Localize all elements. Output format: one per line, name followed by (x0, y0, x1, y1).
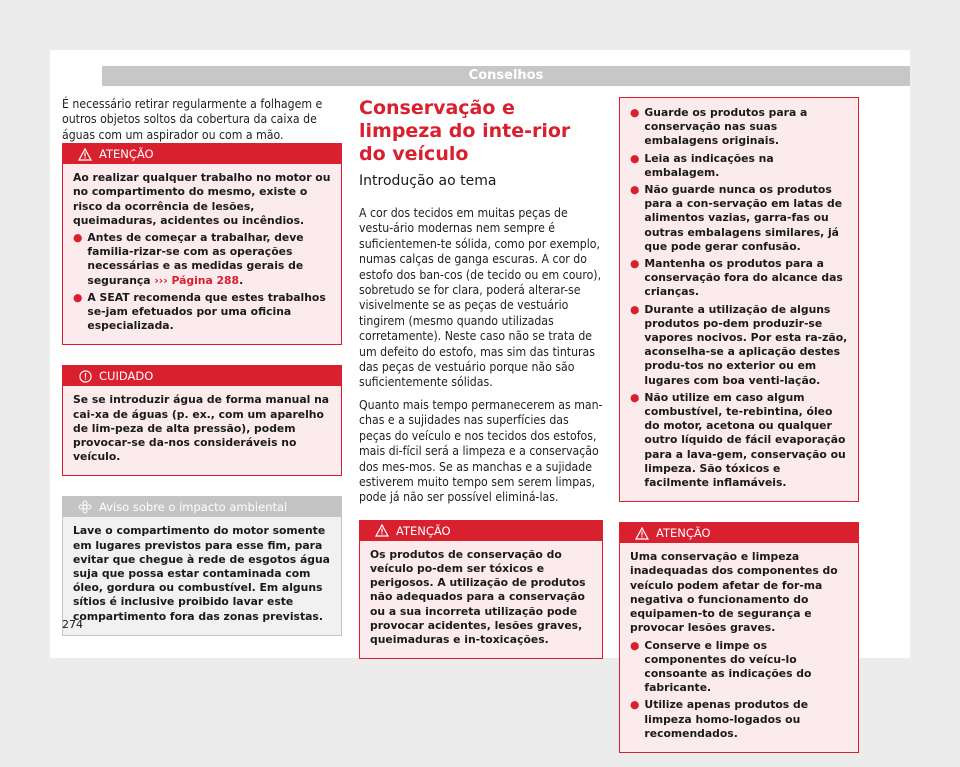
warning-body (360, 541, 602, 658)
warning-triangle-icon (634, 525, 650, 541)
warning-heading: ATENÇÃO (396, 523, 451, 538)
warning-header (620, 523, 858, 543)
caution-heading: CUIDADO (99, 369, 154, 384)
environment-heading: Aviso sobre o impacto ambiental (99, 500, 288, 515)
list-item: ● Leia as indicações na embalagem. (630, 151, 774, 179)
warning-continued-body (620, 98, 858, 501)
environment-flower-icon (77, 499, 93, 515)
caution-box (62, 365, 342, 476)
environment-header (63, 497, 341, 517)
intro-paragraph: É necessário retirar regularmente a folhagem e outros objetos soltos da cobertura da caixa de águas com um aspirador ou com a mão. (62, 97, 323, 142)
caution-body (63, 386, 341, 475)
list-item: ● Não utilize em caso algum combustível, te-rebintina, óleo do motor, acetona ou qualquer outro líquido de fácil evaporação para a lava-gem, conservação ou limpeza. São tóxicos e facilmente inflamáveis. (630, 390, 846, 490)
section-subtitle: Introdução ao tema (359, 173, 497, 189)
caution-text: Se se introduzir água de forma manual na cai-xa de águas (p. ex., com um aparelho de lim-peza de alta pressão), podem provocar-se da-nos consideráveis no veículo. (73, 393, 330, 464)
manual-page (50, 50, 910, 740)
warning-text: Uma conservação e limpeza inadequadas dos componentes do veículo podem afetar de for-ma negativa o funcionamento do equipamen-to de segurança e provocar lesões graves. (630, 550, 838, 635)
warning-text: Os produtos de conservação do veículo po-dem ser tóxicos e perigosos. A utilização de produtos não adequados para a conservação ou a sua incorreta utilização pode provocar acidentes, lesões graves, queimaduras e in-toxicações. (370, 547, 586, 646)
warning-bullet-text: A SEAT recomenda que estes trabalhos se-jam efetuados por uma oficina especializada. (87, 290, 326, 333)
page-header-title: Conselhos (468, 68, 544, 83)
caution-header (63, 366, 341, 386)
warning-bullet: ● Conserve e limpe os componentes do veícu-lo consoante as indicações do fabricante. (630, 638, 812, 695)
page-number: 274 (62, 618, 83, 631)
warning-continued-box (619, 97, 859, 502)
warning-triangle-icon (77, 146, 93, 162)
bullet-end: . (239, 273, 244, 287)
bullet-dot: ● (73, 231, 83, 245)
warning-body (620, 543, 858, 752)
list-item: ● Guarde os produtos para a conservação nas suas embalagens originais. (630, 106, 808, 148)
warning-triangle-icon (374, 523, 390, 539)
warning-bullet-text: Antes de começar a trabalhar, deve familia-rizar-se com as operações necessárias e as medidas gerais de segurança (87, 231, 304, 287)
info-circle-icon (77, 368, 93, 384)
page-reference-link[interactable]: ››› Página 288 (154, 273, 240, 287)
list-item: ● Não guarde nunca os produtos para a con-servação em latas de alimentos vazias, garra-fas ou outras embalagens similares, já que pode gerar confusão. (630, 183, 843, 253)
environment-text: Lave o compartimento do motor somente em lugares previstos para esse fim, para evitar que chegue à rede de esgotos água suja que possa estar contaminada com óleo, gordura ou combustível. Em alguns sítios é inclusive proibido lavar este compartimento fora das zonas previstas. (73, 524, 330, 623)
warning-bullet (73, 291, 331, 334)
warning-bullet: ● Utilize apenas produtos de limpeza homo-logados ou recomendados. (630, 698, 809, 740)
header-bar (102, 66, 910, 86)
list-item: ● Mantenha os produtos para a conservação fora do alcance das crianças. (630, 257, 843, 299)
body-paragraph: Quanto mais tempo permanecerem as man-chas e a sujidades nas superfícies das peças do veículo e nos tecidos dos estofos, mais di-fícil será a limpeza e a conservação dos mes-mos. Se as manchas e a sujidade estiverem muito tempo sem serem limpas, pode já não ser possível eliminá-las. (359, 397, 603, 505)
environment-body (63, 517, 341, 634)
warning-bullet (73, 231, 331, 288)
right-column (619, 97, 859, 767)
warning-box-products (359, 520, 603, 659)
middle-column (359, 97, 603, 673)
warning-header (360, 521, 602, 541)
list-item: ● Durante a utilização de alguns produtos po-dem produzir-se vapores nocivos. Por esta ra-zão, aconselha-se a aplicação destes produ-tos no exterior ou em lugares com boa venti-lação. (630, 302, 848, 387)
body-paragraph: A cor dos tecidos em muitas peças de vestu-ário modernas nem sempre é suficientemen-te sólida, como por exemplo, numas calças de ganga escuras. A cor do estofo dos ban-cos (de tecido ou em couro), sobretudo se for clara, poderá alterar-se visivelmente se as peças de vestuário tingirem (mesmo quando utilizadas corretamente). Neste caso não se trata de um defeito do estofo, mas sim das tinturas das peças de vestuário porque não são suficientemente sólidas. (359, 206, 602, 390)
warning-box-safety (619, 522, 859, 753)
environment-box (62, 496, 342, 635)
warning-header (63, 144, 341, 164)
warning-heading: ATENÇÃO (99, 147, 154, 162)
warning-heading: ATENÇÃO (656, 526, 711, 541)
warning-text: Ao realizar qualquer trabalho no motor ou no compartimento do mesmo, existe o risco da ocorrência de lesões, queimaduras, acidentes ou incêndios. (73, 171, 331, 227)
left-column (62, 97, 342, 650)
section-title: Conservação e limpeza do inte-rior do veículo (359, 97, 571, 165)
warning-box-engine (62, 143, 342, 345)
bullet-dot: ● (73, 290, 83, 304)
warning-body (63, 164, 341, 344)
